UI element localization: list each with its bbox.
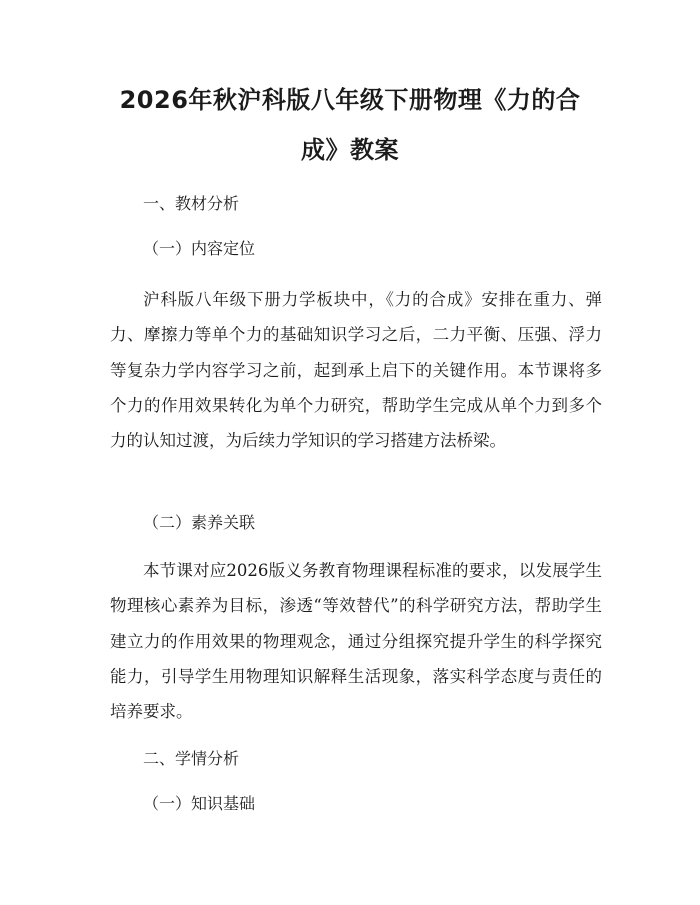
subheading-literacy-association: （二）素养关联 [143, 513, 256, 532]
subheading-content-positioning: （一）内容定位 [143, 239, 256, 258]
section-heading-learner-analysis: 二、学情分析 [143, 749, 240, 768]
section-heading-textbook-analysis: 一、教材分析 [143, 194, 240, 213]
document-title-line-1: 2026年秋沪科版八年级下册物理《力的合 [119, 86, 581, 114]
subheading-knowledge-foundation: （一）知识基础 [143, 794, 256, 813]
paragraph-literacy-association: 本节课对应2026版义务教育物理课程标准的要求，以发展学生物理核心素养为目标，渗透“等效替代”的科学研究方法，帮助学生建立力的作用效果的物理观念，通过分组探究提升学生的科学探究能力，引导学生用物理知识解释生活现象，落实科学态度与责任的培养要求。 [110, 561, 602, 722]
paragraph-content-positioning: 沪科版八年级下册力学板块中，《力的合成》安排在重力、弹力、摩擦力等单个力的基础知识学习之后，二力平衡、压强、浮力等复杂力学内容学习之前，起到承上启下的关键作用。本节课将多个力的作用效果转化为单个力研究，帮助学生完成从单个力到多个力的认知过渡，为后续力学知识的学习搭建方法桥梁。 [110, 290, 602, 451]
document-title-line-2: 成》教案 [301, 136, 399, 164]
